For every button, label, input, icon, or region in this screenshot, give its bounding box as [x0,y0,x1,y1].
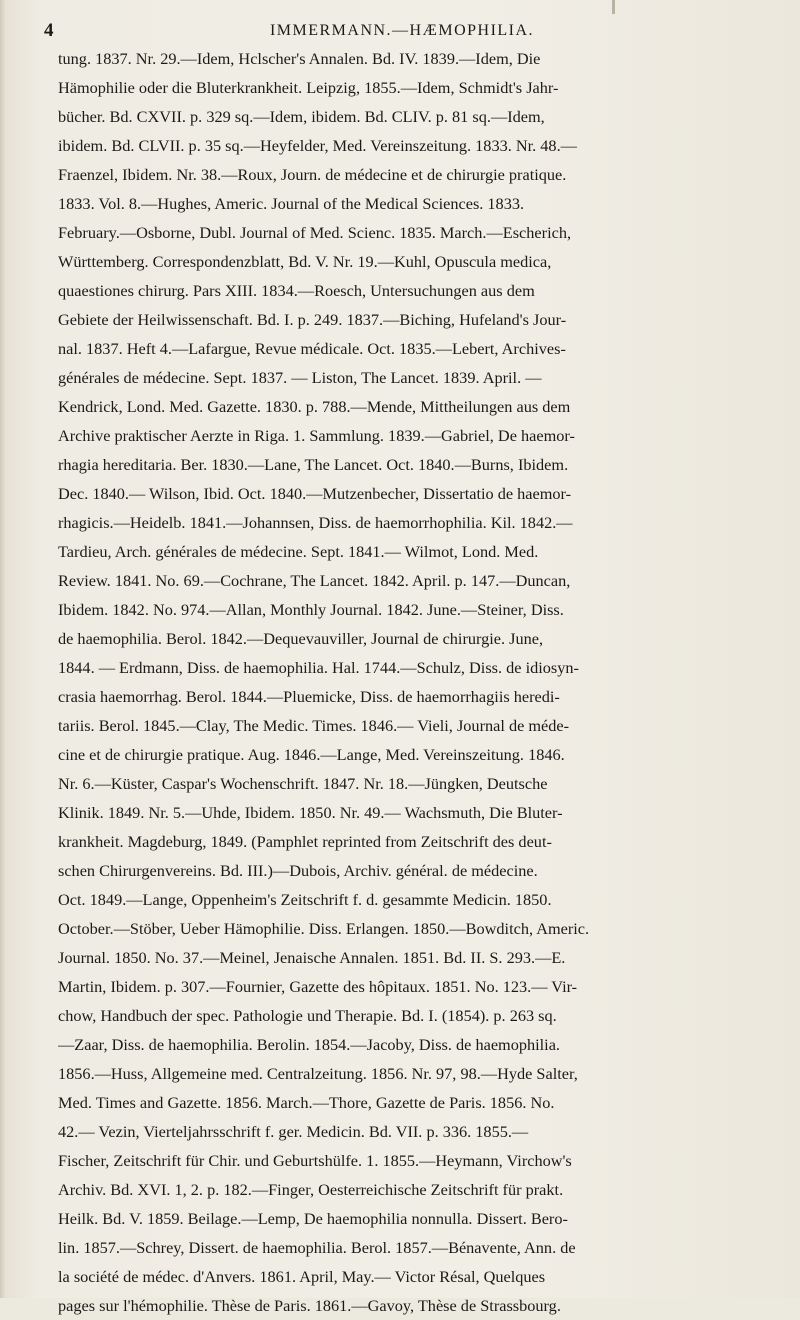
bibliography-text [58,44,778,1320]
text-line: Kendrick, Lond. Med. Gazette. 1830. p. 788.—Mende, Mittheilungen aus dem [58,397,571,416]
text-line: tariis. Berol. 1845.—Clay, The Medic. Times. 1846.— Vieli, Journal de méde- [58,716,570,735]
text-line: nal. 1837. Heft 4.—Lafargue, Revue médicale. Oct. 1835.—Lebert, Archives- [58,339,566,358]
text-line: la société de médec. d'Anvers. 1861. April, May.— Victor Résal, Quelques [58,1267,546,1286]
page-gutter [0,0,6,1298]
text-line: February.—Osborne, Dubl. Journal of Med. Scienc. 1835. March.—Escherich, [58,223,572,242]
text-line: Archive praktischer Aerzte in Riga. 1. Sammlung. 1839.—Gabriel, De haemor- [58,426,575,445]
text-line: Fischer, Zeitschrift für Chir. und Geburtshülfe. 1. 1855.—Heymann, Virchow's [58,1151,572,1170]
text-line: pages sur l'hémophilie. Thèse de Paris. 1861.—Gavoy, Thèse de Strassbourg. [58,1296,561,1315]
text-line: 1844. — Erdmann, Diss. de haemophilia. Hal. 1744.—Schulz, Diss. de idiosyn- [58,658,579,677]
text-line: ibidem. Bd. CLVII. p. 35 sq.—Heyfelder, Med. Vereinszeitung. 1833. Nr. 48.— [58,136,577,155]
text-line: rhagicis.—Heidelb. 1841.—Johannsen, Diss. de haemorrhophilia. Kil. 1842.— [58,513,573,532]
text-line: 42.— Vezin, Vierteljahrsschrift f. ger. Medicin. Bd. VII. p. 336. 1855.— [58,1122,529,1141]
page-number: 4 [44,20,54,41]
text-line: 1833. Vol. 8.—Hughes, Americ. Journal of the Medical Sciences. 1833. [58,194,525,213]
text-line: chow, Handbuch der spec. Pathologie und Therapie. Bd. I. (1854). p. 263 sq. [58,1006,557,1025]
text-line: Review. 1841. No. 69.—Cochrane, The Lancet. 1842. April. p. 147.—Duncan, [58,571,571,590]
text-line: quaestiones chirurg. Pars XIII. 1834.—Roesch, Untersuchungen aus dem [58,281,535,300]
text-line: 1856.—Huss, Allgemeine med. Centralzeitung. 1856. Nr. 97, 98.—Hyde Salter, [58,1064,578,1083]
text-line: Hämophilie oder die Bluterkrankheit. Leipzig, 1855.—Idem, Schmidt's Jahr- [58,78,559,97]
page-mark [612,0,615,14]
text-line: Württemberg. Correspondenzblatt, Bd. V. Nr. 19.—Kuhl, Opuscula medica, [58,252,552,271]
text-line: Med. Times and Gazette. 1856. March.—Thore, Gazette de Paris. 1856. No. [58,1093,555,1112]
text-line: Heilk. Bd. V. 1859. Beilage.—Lemp, De haemophilia nonnulla. Dissert. Bero- [58,1209,568,1228]
text-line: Oct. 1849.—Lange, Oppenheim's Zeitschrift f. d. gesammte Medicin. 1850. [58,890,552,909]
text-line: —Zaar, Diss. de haemophilia. Berolin. 1854.—Jacoby, Diss. de haemophilia. [58,1035,560,1054]
text-line: Tardieu, Arch. générales de médecine. Sept. 1841.— Wilmot, Lond. Med. [58,542,539,561]
text-line: lin. 1857.—Schrey, Dissert. de haemophilia. Berol. 1857.—Bénavente, Ann. de [58,1238,576,1257]
text-line: Fraenzel, Ibidem. Nr. 38.—Roux, Journ. de médecine et de chirurgie pratique. [58,165,567,184]
text-line: October.—Stöber, Ueber Hämophilie. Diss. Erlangen. 1850.—Bowditch, Americ. [58,919,590,938]
text-line: Ibidem. 1842. No. 974.—Allan, Monthly Journal. 1842. June.—Steiner, Diss. [58,600,564,619]
text-line: rhagia hereditaria. Ber. 1830.—Lane, The Lancet. Oct. 1840.—Burns, Ibidem. [58,455,569,474]
text-line: krankheit. Magdeburg, 1849. (Pamphlet reprinted from Zeitschrift des deut- [58,832,552,851]
text-line: Nr. 6.—Küster, Caspar's Wochenschrift. 1847. Nr. 18.—Jüngken, Deutsche [58,774,548,793]
text-line: Gebiete der Heilwissenschaft. Bd. I. p. 249. 1837.—Biching, Hufeland's Jour- [58,310,567,329]
text-line: Dec. 1840.— Wilson, Ibid. Oct. 1840.—Mutzenbecher, Dissertatio de haemor- [58,484,572,503]
text-line: cine et de chirurgie pratique. Aug. 1846.—Lange, Med. Vereinszeitung. 1846. [58,745,565,764]
text-line: schen Chirurgenvereins. Bd. III.)—Dubois, Archiv. général. de médecine. [58,861,538,880]
text-line: Journal. 1850. No. 37.—Meinel, Jenaische Annalen. 1851. Bd. II. S. 293.—E. [58,948,566,967]
running-head: IMMERMANN.—HÆMOPHILIA. [269,22,535,39]
text-line: bücher. Bd. CXVII. p. 329 sq.—Idem, ibidem. Bd. CLIV. p. 81 sq.—Idem, [58,107,545,126]
text-line: Martin, Ibidem. p. 307.—Fournier, Gazette des hôpitaux. 1851. No. 123.— Vir- [58,977,578,996]
text-line: Klinik. 1849. Nr. 5.—Uhde, Ibidem. 1850. Nr. 49.— Wachsmuth, Die Bluter- [58,803,563,822]
text-line: Archiv. Bd. XVI. 1, 2. p. 182.—Finger, Oesterreichische Zeitschrift für prakt. [58,1180,564,1199]
text-line: tung. 1837. Nr. 29.—Idem, Hclscher's Annalen. Bd. IV. 1839.—Idem, Die [58,49,541,68]
text-line: crasia haemorrhag. Berol. 1844.—Pluemicke, Diss. de haemorrhagiis heredi- [58,687,560,706]
text-line: de haemophilia. Berol. 1842.—Dequevauviller, Journal de chirurgie. June, [58,629,544,648]
text-line: générales de médecine. Sept. 1837. — Liston, The Lancet. 1839. April. — [58,368,542,387]
